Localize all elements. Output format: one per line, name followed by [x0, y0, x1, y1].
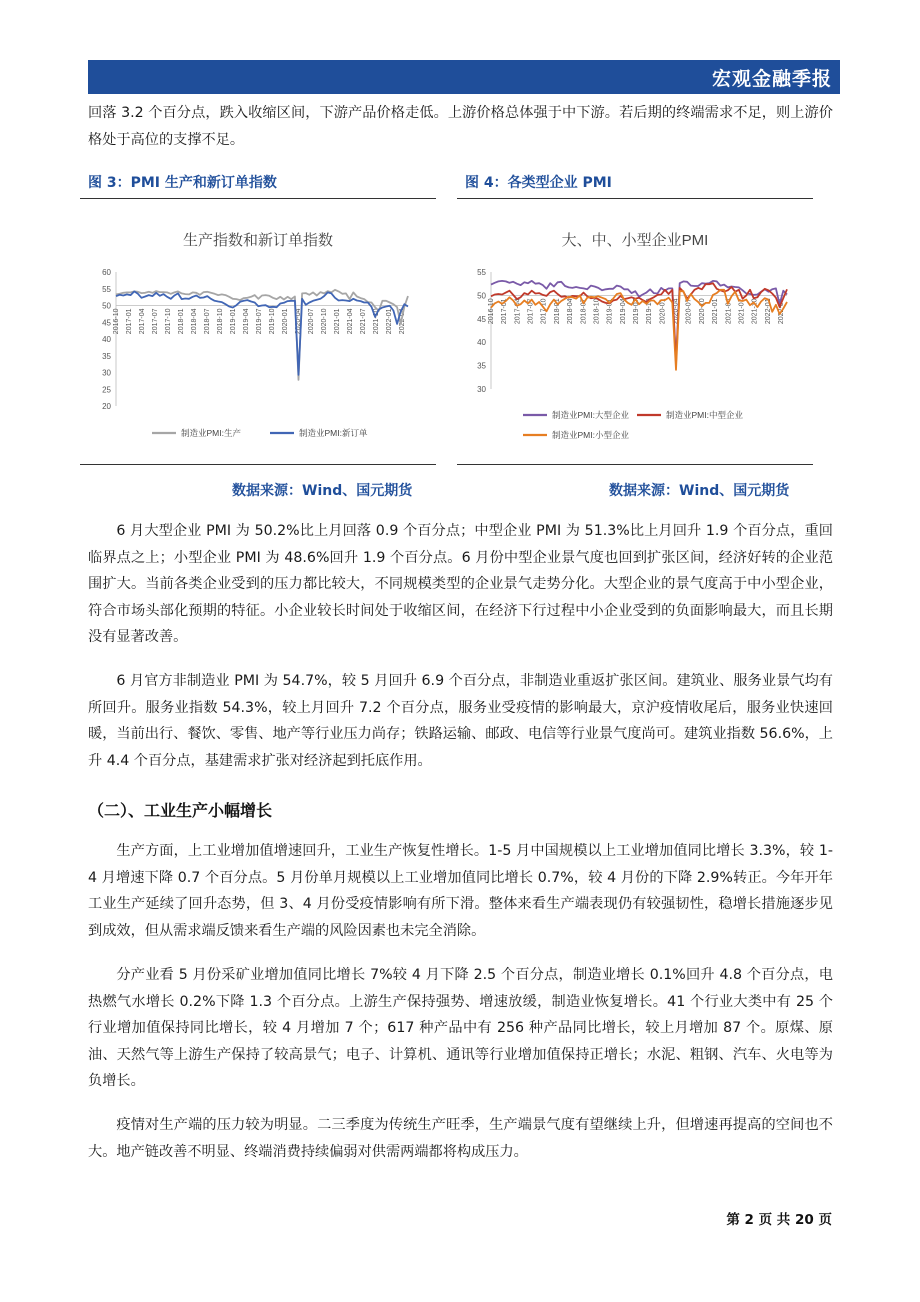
x-tick-label: 2017-07: [152, 308, 159, 335]
x-tick-label: 2017-07: [527, 298, 535, 325]
y-tick-label: 60: [102, 268, 111, 277]
y-tick-label: 30: [477, 385, 486, 394]
x-tick-label: 2021-10: [373, 308, 380, 335]
x-tick-label: 2019-04: [243, 308, 250, 335]
x-tick-label: 2022-04: [399, 308, 406, 335]
body-paragraph: 6 月官方非制造业 PMI 为 54.7%，较 5 月回升 6.9 个百分点，非制造业重返扩张区间。建筑业、服务业景气均有所回升。服务业指数 54.3%，较上月回升 7.2 个百分点，服务业受疫情的影响最大，京沪疫情收尾后，服务业快速回暖，当前出行、餐饮、零售、地产等行业压力尚存；铁路运输、邮政、电信等行业景气度尚可。建筑业指数 56.6%，上升 4.4 个百分点，基建需求扩张对经济起到托底作用。: [88, 673, 833, 769]
body-paragraph: 6 月大型企业 PMI 为 50.2%比上月回落 0.9 个百分点；中型企业 PMI 为 51.3%比上月回升 1.9 个百分点，重回临界点之上；小型企业 PMI 为 48.6%回升 1.9 个百分点。6 月份中型企业景气度也回到扩张区间，经济好转的企业范围扩大。当前各类企业受到的压力都比较大，不同规模类型的企业景气走势分化。大型企业的景气度高于中小型企业，符合市场头部化预期的特征。小企业较长时间处于收缩区间，在经济下行过程中小企业受到的负面影响最大，而且长期没有显著改善。: [88, 523, 833, 645]
x-tick-label: 2022-04: [778, 298, 785, 325]
figure4-caption: 图 4：各类型企业 PMI: [465, 175, 612, 191]
y-tick-label: 55: [477, 268, 486, 277]
x-tick-label: 2020-01: [282, 308, 289, 335]
x-tick-label: 2018-01: [178, 308, 185, 335]
x-tick-label: 2017-04: [514, 298, 522, 325]
x-tick-label: 2017-01: [126, 308, 133, 335]
x-tick-label: 2018-10: [593, 298, 601, 325]
legend-label: 制造业PMI:小型企业: [552, 430, 629, 440]
x-tick-label: 2020-07: [308, 308, 315, 335]
figure3-caption: 图 3：PMI 生产和新订单指数: [88, 175, 277, 191]
enterprise-size-pmi-chart: [457, 205, 813, 460]
legend-label: 制造业PMI:大型企业: [552, 410, 629, 420]
x-tick-label: 2016-10: [113, 308, 120, 335]
figure4-source: 数据来源：Wind、国元期货: [609, 483, 790, 499]
y-tick-label: 45: [102, 318, 111, 328]
figure3-top-rule: [80, 198, 436, 199]
x-tick-label: 2019-07: [633, 298, 640, 325]
x-tick-label: 2021-01: [712, 298, 720, 325]
figure4-bottom-rule: [457, 464, 813, 465]
x-tick-label: 2018-07: [204, 308, 211, 335]
x-tick-label: 2018-04: [191, 308, 198, 335]
x-tick-label: 2016-10: [488, 298, 495, 325]
x-tick-label: 2019-01: [230, 308, 237, 335]
figure3-bottom-rule: [80, 464, 436, 465]
figure4-top-rule: [457, 198, 813, 199]
body-paragraph: 生产方面，上工业增加值增速回升，工业生产恢复性增长。1-5 月中国规模以上工业增加值同比增长 3.3%，较 1-4 月增速下降 0.7 个百分点。5 月份单月规模以上工业增加值同比增长 0.7%，较 4 月份的下降 2.9%转正。今年开年工业生产延续了回升态势，但 3、4 月份受疫情影响有所下滑。整体来看生产端表现仍有较强韧性，稳增长措施逐步见到成效，但从需求端反馈来看生产端的风险因素也未完全消除。: [88, 843, 833, 939]
production-orders-chart: [80, 205, 436, 460]
y-tick-label: 45: [477, 314, 486, 324]
y-tick-label: 50: [477, 291, 486, 301]
report-title: 宏观金融季报: [711, 68, 832, 90]
page-number: 第 2 页 共 20 页: [726, 1212, 832, 1228]
x-tick-label: 2020-07: [685, 298, 693, 325]
x-tick-label: 2019-10: [646, 298, 654, 325]
body-paragraph: 分产业看 5 月份采矿业增加值同比增长 7%较 4 月下降 2.5 个百分点，制造业增长 0.1%回升 4.8 个百分点，电热燃气水增长 0.2%下降 1.3 个百分点。上游生产保持强势、增速放缓，制造业恢复增长。41 个行业大类中有 25 个行业增加值保持同比增长，较 4 月增加 7 个；617 种产品中有 256 种产品同比增长，较上月增加 87 个。原煤、原油、天然气等上游生产保持了较高景气；电子、计算机、通讯等行业增加值保持正增长；水泥、粗钢、汽车、火电等为负增长。: [88, 967, 833, 1089]
x-tick-label: 2017-04: [139, 308, 146, 335]
x-tick-label: 2021-10: [751, 298, 759, 325]
x-tick-label: 2021-04: [725, 298, 733, 325]
y-tick-label: 55: [102, 284, 111, 294]
x-tick-label: 2017-01: [501, 298, 509, 325]
x-tick-label: 2020-01: [659, 298, 667, 325]
legend-label: 制造业PMI:生产: [181, 428, 241, 438]
x-tick-label: 2021-01: [334, 308, 341, 335]
x-tick-label: 2018-04: [567, 298, 575, 325]
x-tick-label: 2020-10: [321, 308, 328, 335]
x-tick-label: 2022-01: [764, 298, 772, 325]
chart-title: 大、中、小型企业PMI: [561, 232, 709, 249]
x-tick-label: 2018-07: [580, 298, 588, 325]
x-tick-label: 2019-07: [256, 308, 263, 335]
x-tick-label: 2020-04: [295, 308, 302, 335]
y-tick-label: 40: [477, 338, 486, 348]
intro-paragraph: 回落 3.2 个百分点，跌入收缩区间，下游产品价格走低。上游价格总体强于中下游。若后期的终端需求不足，则上游价格处于高位的支撑不足。: [88, 105, 833, 148]
x-tick-label: 2017-10: [165, 308, 172, 335]
x-tick-label: 2020-04: [672, 298, 680, 325]
x-tick-label: 2017-10: [540, 298, 548, 325]
x-tick-label: 2018-10: [217, 308, 224, 335]
chart-title: 生产指数和新订单指数: [182, 232, 334, 249]
y-tick-label: 30: [102, 368, 111, 378]
legend-label: 制造业PMI:新订单: [299, 428, 368, 438]
y-tick-label: 20: [102, 402, 111, 411]
y-tick-label: 40: [102, 335, 111, 344]
body-paragraph: 疫情对生产端的压力较为明显。二三季度为传统生产旺季，生产端景气度有望继续上升，但增速再提高的空间也不大。地产链改善不明显、终端消费持续偏弱对供需两端都将构成压力。: [88, 1117, 833, 1160]
y-tick-label: 35: [477, 361, 486, 371]
y-tick-label: 35: [102, 351, 111, 361]
x-tick-label: 2021-07: [738, 298, 746, 325]
x-tick-label: 2018-01: [553, 298, 561, 325]
y-tick-label: 25: [102, 385, 111, 395]
x-tick-label: 2021-04: [347, 308, 354, 335]
figure3-source: 数据来源：Wind、国元期货: [232, 483, 413, 499]
legend-label: 制造业PMI:中型企业: [666, 410, 743, 420]
x-tick-label: 2019-01: [606, 298, 614, 325]
section-heading: （二）、工业生产小幅增长: [88, 801, 273, 820]
header-bar: [88, 60, 840, 94]
x-tick-label: 2021-07: [360, 308, 367, 335]
x-tick-label: 2019-10: [269, 308, 276, 335]
x-tick-label: 2022-01: [386, 308, 393, 335]
y-tick-label: 50: [102, 301, 111, 311]
x-tick-label: 2020-10: [698, 298, 706, 325]
x-tick-label: 2019-04: [619, 298, 627, 325]
